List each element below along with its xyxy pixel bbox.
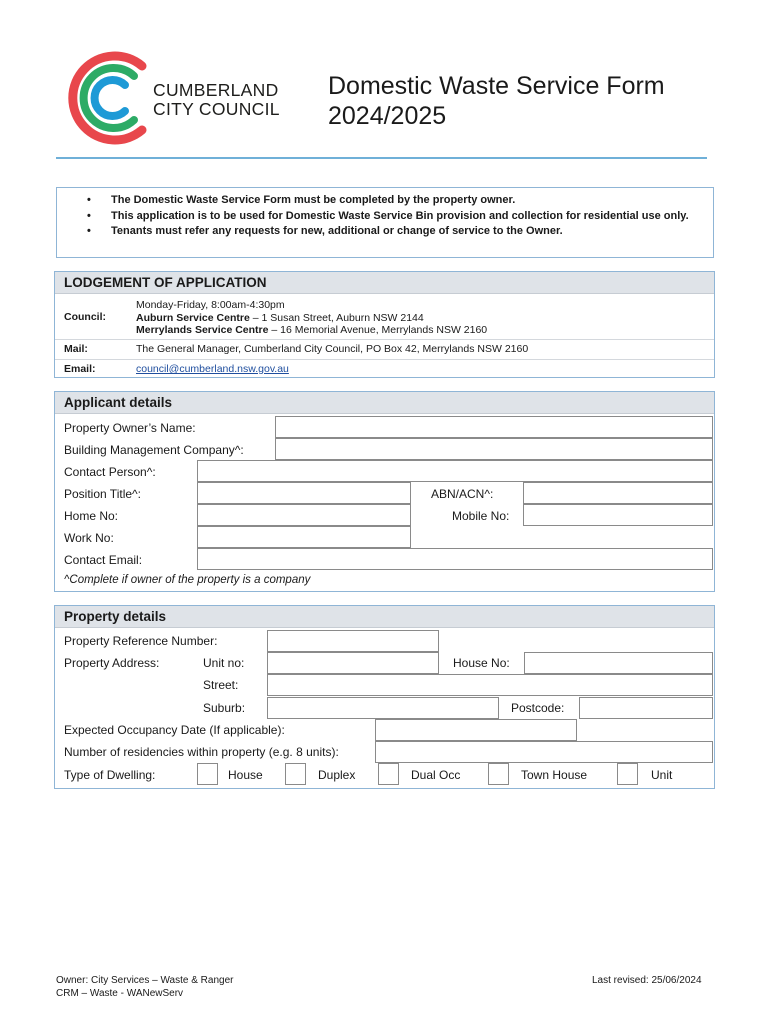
unit-checkbox[interactable] xyxy=(617,763,638,785)
home-no-field[interactable] xyxy=(197,504,411,526)
bullet-icon: • xyxy=(87,194,91,206)
council-label: Council: xyxy=(64,311,106,323)
town-house-checkbox[interactable] xyxy=(488,763,509,785)
house-no-label: House No: xyxy=(453,656,510,670)
unit-no-field[interactable] xyxy=(267,652,439,674)
dual-occ-checkbox[interactable] xyxy=(378,763,399,785)
property-heading: Property details xyxy=(55,606,714,628)
position-title-field[interactable] xyxy=(197,482,411,504)
work-no-label: Work No: xyxy=(64,531,114,545)
logo-wordmark xyxy=(153,81,280,119)
occupancy-field[interactable] xyxy=(375,719,577,741)
instructions-box xyxy=(56,187,714,258)
unit-no-label: Unit no: xyxy=(203,656,245,670)
duplex-option-label: Duplex xyxy=(318,768,356,782)
house-option-label: House xyxy=(228,768,263,782)
bullet-icon: • xyxy=(87,209,91,222)
instruction-item: • This application is to be used for Domestic Waste Service Bin provision and collection for residential use only. xyxy=(87,209,703,225)
suburb-label: Suburb: xyxy=(203,701,246,715)
work-no-field[interactable] xyxy=(197,526,411,548)
instruction-item: • Tenants must refer any requests for new, additional or change of service to the Owner. xyxy=(87,224,703,240)
position-title-label: Position Title^: xyxy=(64,487,141,501)
council-email-link[interactable]: council@cumberland.nsw.gov.au xyxy=(136,363,289,375)
unit-option-label: Unit xyxy=(651,768,673,782)
council-logo xyxy=(60,48,310,148)
house-no-field[interactable] xyxy=(524,652,713,674)
street-field[interactable] xyxy=(267,674,713,696)
row-divider xyxy=(55,359,714,360)
applicant-details-panel xyxy=(54,391,715,592)
company-label: Building Management Company^: xyxy=(64,443,244,457)
abn-label: ABN/ACN^: xyxy=(431,487,494,501)
occupancy-label: Expected Occupancy Date (If applicable): xyxy=(64,723,285,737)
owner-name-field[interactable] xyxy=(275,416,713,438)
duplex-checkbox[interactable] xyxy=(285,763,306,785)
contact-person-field[interactable] xyxy=(197,460,713,482)
street-label: Street: xyxy=(203,678,239,692)
home-no-label: Home No: xyxy=(64,509,119,523)
merrylands-centre: Merrylands Service Centre – 16 Memorial Avenue, Merrylands NSW 2160 xyxy=(136,324,488,336)
mobile-no-label: Mobile No: xyxy=(452,509,510,523)
residencies-label: Number of residencies within property (e.g. 8 units): xyxy=(64,745,339,759)
property-details-panel xyxy=(54,605,715,789)
footer-owner-line: Owner: City Services – Waste & Ranger xyxy=(56,975,234,986)
page-title-line-1: Domestic Waste Service Form xyxy=(328,72,665,100)
council-logo-mark-icon xyxy=(60,48,160,148)
lodgement-panel xyxy=(54,271,715,378)
suburb-field[interactable] xyxy=(267,697,499,719)
owner-name-label: Property Owner’s Name: xyxy=(64,421,196,435)
abn-field[interactable] xyxy=(523,482,713,504)
footer-revised: Last revised: 25/06/2024 xyxy=(592,975,702,986)
address-label: Property Address: xyxy=(64,656,160,670)
email-label: Email: xyxy=(64,363,96,375)
dwelling-type-label: Type of Dwelling: xyxy=(64,768,156,782)
postcode-field[interactable] xyxy=(579,697,713,719)
council-details xyxy=(136,299,487,337)
postcode-label: Postcode: xyxy=(511,701,565,715)
page-title xyxy=(328,71,665,131)
applicant-heading: Applicant details xyxy=(55,392,714,414)
auburn-centre: Auburn Service Centre – 1 Susan Street, Auburn NSW 2144 xyxy=(136,311,424,324)
dual-occ-option-label: Dual Occ xyxy=(411,768,461,782)
lodgement-heading: LODGEMENT OF APPLICATION xyxy=(55,272,714,294)
town-house-option-label: Town House xyxy=(521,768,588,782)
contact-person-label: Contact Person^: xyxy=(64,465,156,479)
footer-owner xyxy=(56,975,233,1000)
contact-email-field[interactable] xyxy=(197,548,713,570)
mail-value: The General Manager, Cumberland City Council, PO Box 42, Merrylands NSW 2160 xyxy=(136,343,529,355)
row-divider xyxy=(55,339,714,340)
mobile-no-field[interactable] xyxy=(523,504,713,526)
page-title-line-2: 2024/2025 xyxy=(328,102,447,130)
house-checkbox[interactable] xyxy=(197,763,218,785)
office-hours: Monday-Friday, 8:00am-4:30pm xyxy=(136,299,285,311)
reference-label: Property Reference Number: xyxy=(64,634,218,648)
contact-email-label: Contact Email: xyxy=(64,553,143,567)
footer-crm-line: CRM – Waste - WANewServ xyxy=(56,987,184,999)
mail-label: Mail: xyxy=(64,343,88,355)
residencies-field[interactable] xyxy=(375,741,713,763)
logo-line-1: CUMBERLAND xyxy=(153,80,279,100)
title-divider xyxy=(56,157,707,159)
bullet-icon: • xyxy=(87,225,91,237)
instruction-item: • The Domestic Waste Service Form must be completed by the property owner. xyxy=(87,193,703,209)
company-field[interactable] xyxy=(275,438,713,460)
reference-field[interactable] xyxy=(267,630,439,652)
company-note: ^Complete if owner of the property is a company xyxy=(64,574,311,586)
logo-line-2: CITY COUNCIL xyxy=(153,99,280,119)
